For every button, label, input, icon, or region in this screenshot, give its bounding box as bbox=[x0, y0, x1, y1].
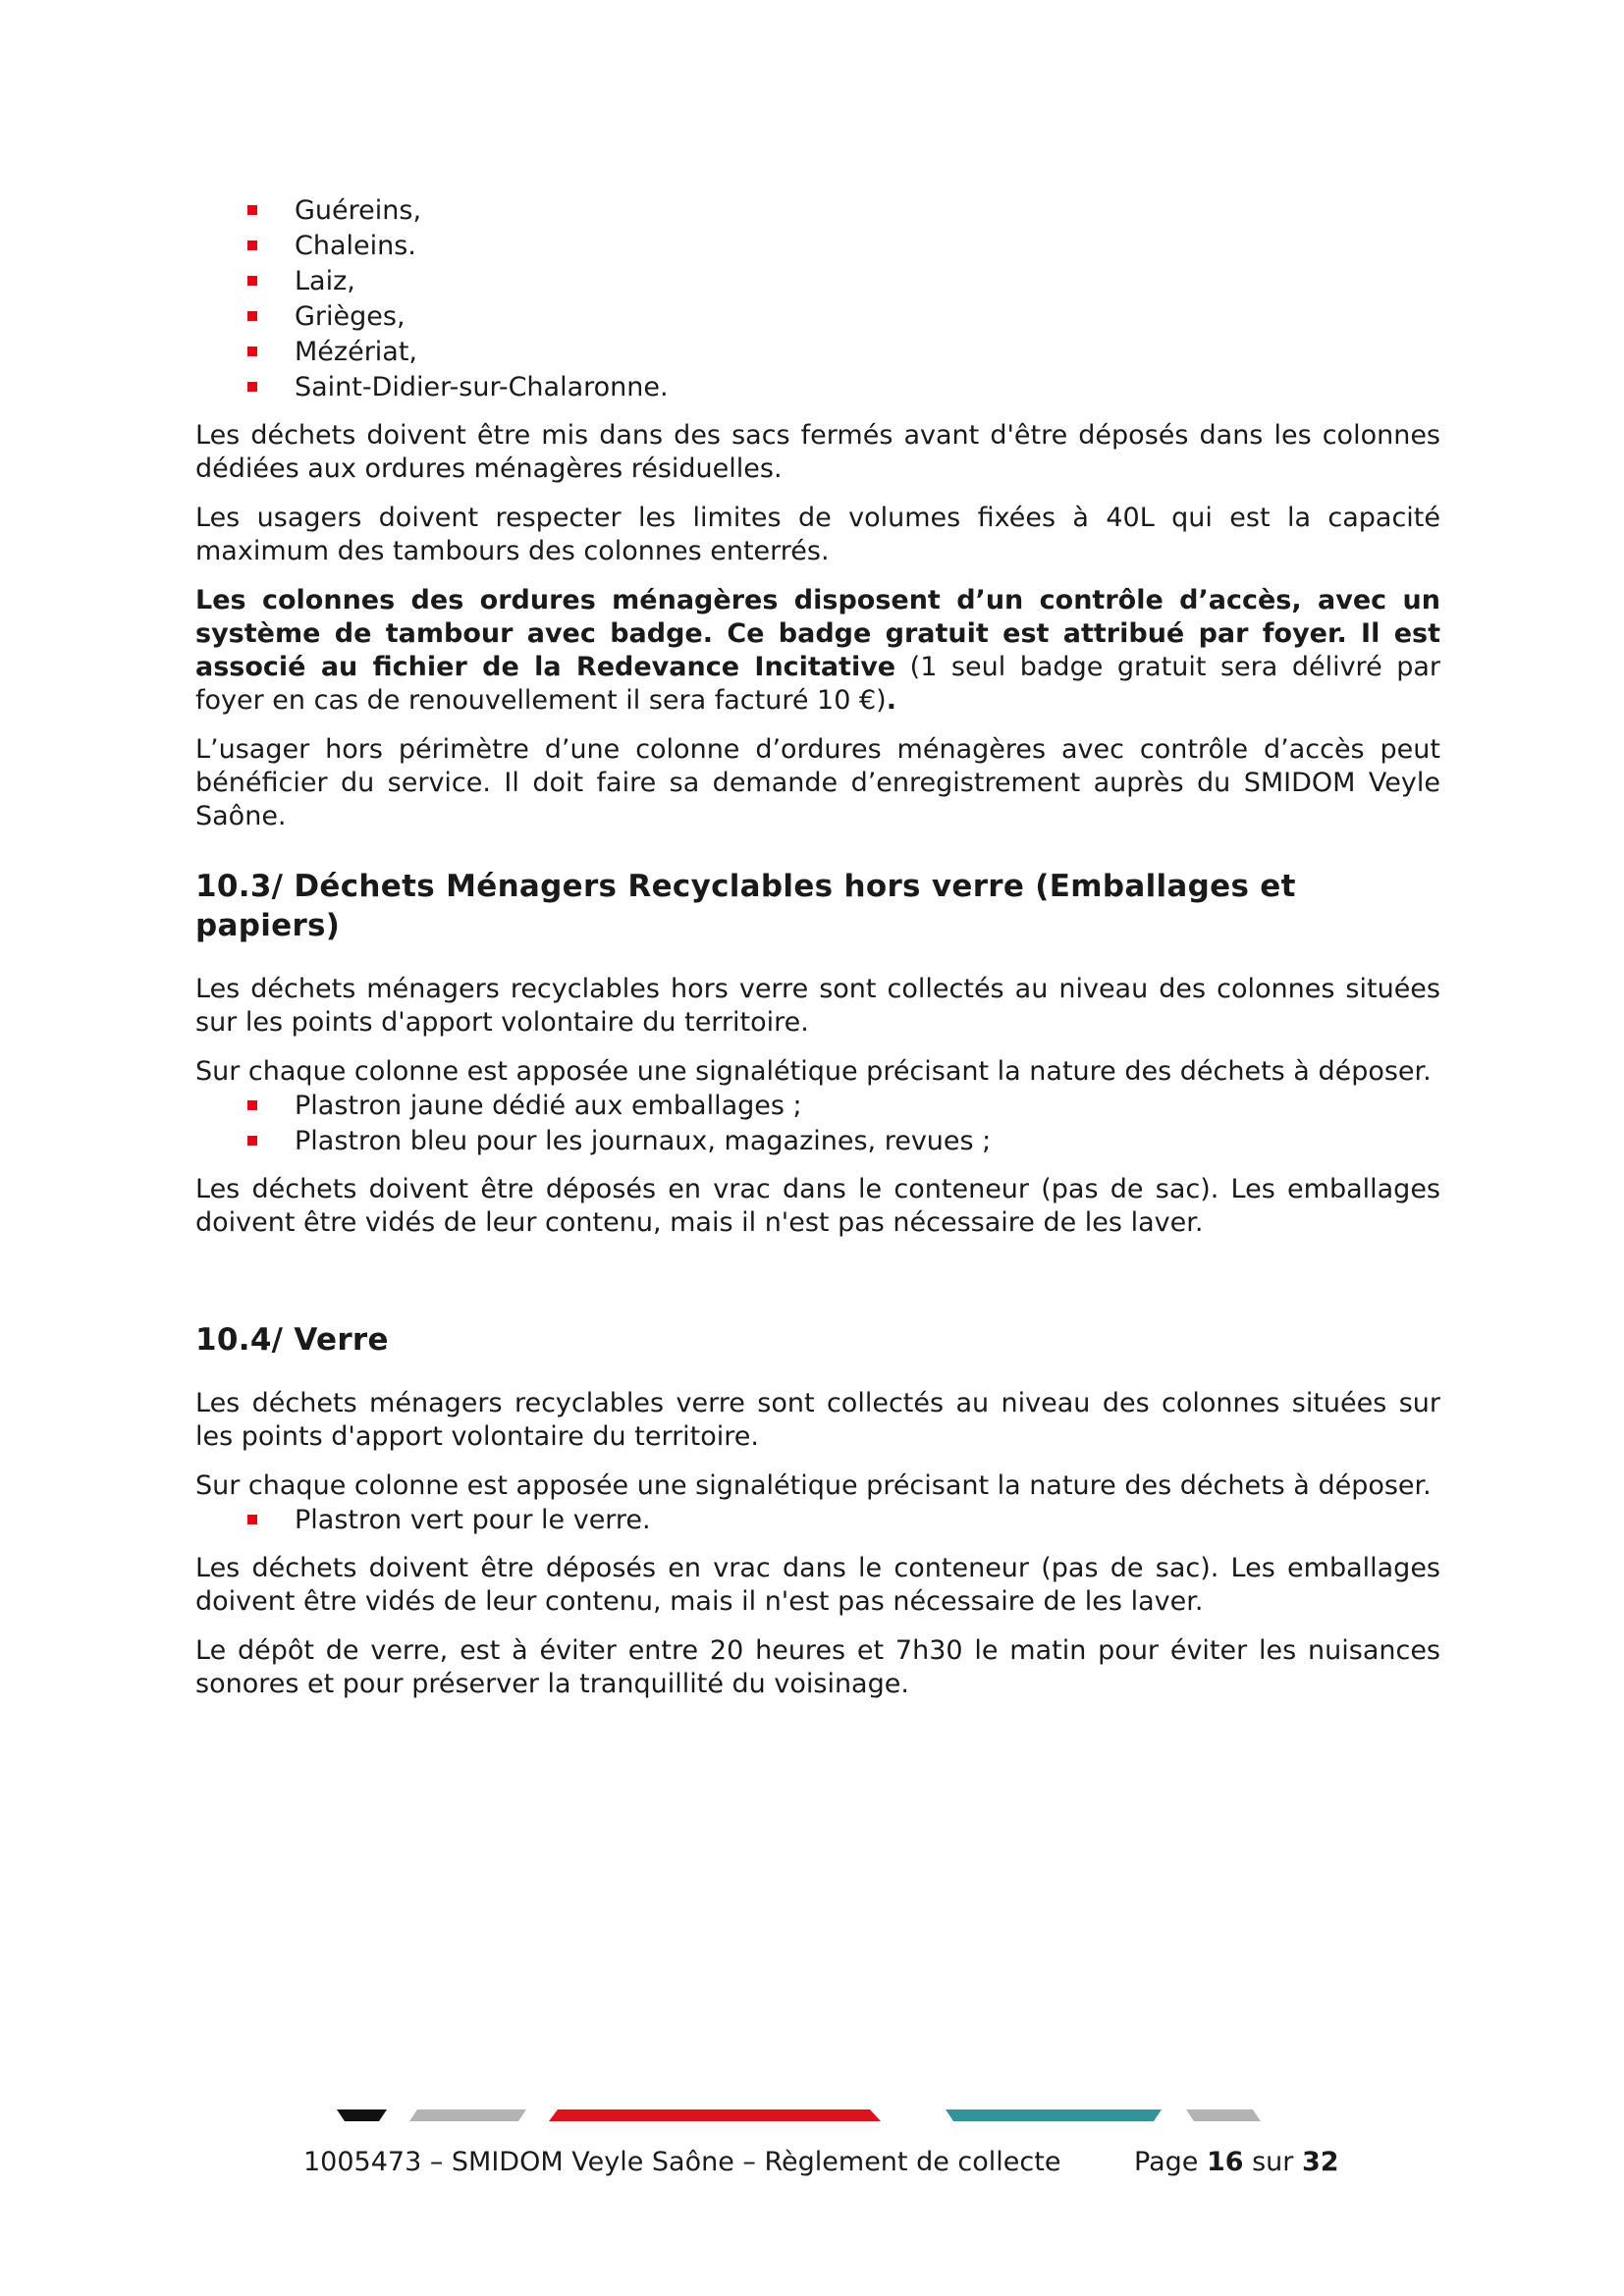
bar-teal bbox=[946, 2109, 1162, 2121]
list-item: Laiz, bbox=[195, 264, 1440, 299]
paragraph-recyclables-collecte: Les déchets ménagers recyclables hors verre sont collectés au niveau des colonnes situées sur les points d'apport volontaire du territoire. bbox=[195, 974, 1440, 1038]
section-heading-10-3: 10.3/ Déchets Ménagers Recyclables hors verre (Emballages et papiers) bbox=[195, 869, 1296, 943]
bar-gray-2 bbox=[1186, 2109, 1261, 2121]
list-item: Saint-Didier-sur-Chalaronne. bbox=[195, 370, 1440, 405]
paragraph-vrac-emballages: Les déchets doivent être déposés en vrac dans le conteneur (pas de sac). Les emballages doivent être vidés de leur contenu, mais il n'est pas nécessaire de les laver. bbox=[195, 1174, 1440, 1238]
paragraph-signaletique: Sur chaque colonne est apposée une signalétique précisant la nature des déchets à déposer. bbox=[195, 1056, 1432, 1087]
footer-page-number bbox=[1134, 2147, 1339, 2177]
list-item: Plastron bleu pour les journaux, magazines, revues ; bbox=[195, 1124, 1440, 1159]
bold-text: Les colonnes des ordures ménagères disposent d’un contrôle d’accès, avec un système de tambour avec badge. Ce badge gratuit est attribué par foyer. Il est associé au fichier de la Redevance Incitative bbox=[195, 585, 1440, 682]
verre-list bbox=[195, 1503, 1440, 1538]
list-item: Guéreins, bbox=[195, 193, 1440, 229]
bar-black bbox=[337, 2109, 387, 2121]
paragraph-sacs-fermes: Les déchets doivent être mis dans des sacs fermés avant d'être déposés dans les colonnes dédiées aux ordures ménagères résiduelles. bbox=[195, 420, 1440, 484]
page-footer bbox=[303, 2147, 1339, 2182]
current-page: 16 bbox=[1206, 2147, 1244, 2177]
paragraph-verre-collecte: Les déchets ménagers recyclables verre sont collectés au niveau des colonnes situées sur les points d'apport volontaire du territoire. bbox=[195, 1388, 1440, 1452]
bar-red bbox=[549, 2109, 881, 2121]
page-word: Page bbox=[1134, 2147, 1207, 2177]
communes-list bbox=[195, 193, 1440, 405]
footer-document-reference: 1005473 – SMIDOM Veyle Saône – Règlement de collecte bbox=[303, 2147, 1061, 2177]
paragraph-vrac-verre: Les déchets doivent être déposés en vrac dans le conteneur (pas de sac). Les emballages doivent être vidés de leur contenu, mais il n'est pas nécessaire de les laver. bbox=[195, 1553, 1440, 1617]
section-heading-10-4: 10.4/ Verre bbox=[195, 1322, 389, 1358]
plastrons-list bbox=[195, 1089, 1440, 1159]
list-item: Grièges, bbox=[195, 299, 1440, 335]
of-word: sur bbox=[1243, 2147, 1302, 2177]
bold-period: . bbox=[886, 685, 896, 716]
list-item: Chaleins. bbox=[195, 229, 1440, 264]
list-item: Mézériat, bbox=[195, 335, 1440, 370]
list-item: Plastron jaune dédié aux emballages ; bbox=[195, 1089, 1440, 1124]
normal-text: (1 seul badge gratuit sera délivré par foyer en cas de renouvellement il sera facturé 10 €) bbox=[195, 652, 1440, 716]
bar-gray-1 bbox=[409, 2109, 526, 2121]
list-item: Plastron vert pour le verre. bbox=[195, 1503, 1440, 1538]
paragraph-hors-perimetre: L’usager hors périmètre d’une colonne d’ordures ménagères avec contrôle d’accès peut bénéficier du service. Il doit faire sa demande d’enregistrement auprès du SMIDOM Veyle Saône. bbox=[195, 734, 1440, 831]
footer-decorative-bars bbox=[0, 2109, 1624, 2122]
paragraph-horaires-depot: Le dépôt de verre, est à éviter entre 20 heures et 7h30 le matin pour éviter les nuisances sonores et pour préserver la tranquillité du voisinage. bbox=[195, 1635, 1440, 1699]
paragraph-signaletique-verre: Sur chaque colonne est apposée une signalétique précisant la nature des déchets à déposer. bbox=[195, 1470, 1432, 1501]
page-content bbox=[195, 193, 1440, 1701]
total-pages: 32 bbox=[1301, 2147, 1339, 2177]
footer-bars-graphic bbox=[0, 2109, 1624, 2123]
paragraph-volumes: Les usagers doivent respecter les limites de volumes fixées à 40L qui est la capacité maximum des tambours des colonnes enterrés. bbox=[195, 503, 1440, 566]
paragraph-controle-acces bbox=[195, 584, 1440, 718]
